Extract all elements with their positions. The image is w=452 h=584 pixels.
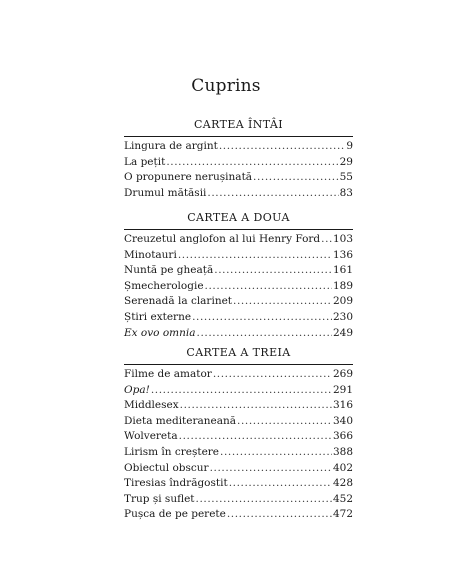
toc-entry-page: 452 [332, 492, 353, 505]
toc-entry-page: 209 [332, 295, 353, 308]
dot-leader [253, 170, 339, 186]
toc-entry-title: Creuzetul anglofon al lui Henry Ford [124, 233, 321, 245]
section-cartea-a-doua [124, 210, 353, 341]
dot-leader [197, 326, 332, 342]
toc-entry [124, 139, 353, 155]
dot-leader [233, 294, 332, 310]
dot-leader [214, 263, 332, 279]
section-rule [124, 229, 353, 230]
toc-entry-title: Lirism în creștere [124, 445, 220, 458]
toc-entry-page: 9 [346, 140, 353, 152]
toc-entry-title: Nuntă pe gheață [124, 264, 214, 277]
toc-entry-page: 388 [332, 445, 353, 458]
toc-entry-title: Ex ovo omnia [124, 326, 196, 339]
toc-entry [124, 507, 353, 523]
toc-entry-page: 103 [332, 233, 353, 245]
toc-entry [124, 398, 353, 414]
dot-leader [321, 232, 332, 248]
section-rule [124, 364, 353, 365]
toc-entry-title: Obiectul obscur [124, 461, 209, 474]
dot-leader [227, 507, 332, 523]
toc-list [124, 232, 353, 341]
toc-entry [124, 445, 353, 461]
toc-entry-title: La pețit [124, 155, 166, 168]
toc-entry-page: 136 [332, 248, 353, 261]
toc-entry [124, 326, 353, 342]
toc-entry [124, 232, 353, 248]
section-cartea-a-treia [124, 345, 353, 523]
toc-entry [124, 429, 353, 445]
toc-entry-title: Tiresias îndrăgostit [124, 477, 228, 490]
toc-entry [124, 492, 353, 508]
toc-entry [124, 367, 353, 383]
toc-entry-title: Opa! [124, 383, 150, 396]
toc-entry-page: 249 [332, 326, 353, 339]
toc-entry-title: Serenadă la clarinet [124, 295, 233, 308]
toc-entry-title: Filme de amator [124, 368, 212, 380]
dot-leader [192, 310, 332, 326]
toc-entry-page: 29 [339, 155, 353, 168]
toc-entry-page: 340 [332, 414, 353, 427]
dot-leader [219, 139, 346, 155]
dot-leader [220, 445, 332, 461]
toc-entry [124, 279, 353, 295]
section-heading: CARTEA ÎNTÂI [193, 118, 284, 131]
dot-leader [210, 461, 332, 477]
dot-leader [166, 155, 338, 171]
toc-entry-page: 189 [332, 279, 353, 292]
toc-entry [124, 294, 353, 310]
toc-entry [124, 383, 353, 399]
toc-entry-page: 55 [339, 171, 353, 184]
toc-list [124, 367, 353, 523]
toc-entry-title: Trup și suflet [124, 492, 195, 505]
dot-leader [151, 383, 332, 399]
section-rule [124, 136, 353, 137]
section-heading: CARTEA A TREIA [186, 346, 291, 359]
dot-leader [207, 186, 338, 202]
dot-leader [213, 367, 332, 383]
toc-entry-title: Wolvereta [124, 430, 178, 443]
toc-entry-title: Middlesex [124, 399, 179, 412]
toc-entry [124, 248, 353, 264]
toc-entry-title: Minotauri [124, 248, 177, 261]
toc-entry-title: Șmecherologie [124, 279, 204, 292]
toc-entry-title: Dieta mediteraneană [124, 414, 237, 427]
toc-entry-page: 472 [332, 508, 353, 521]
toc-entry [124, 476, 353, 492]
toc-entry-title: O propunere nerușinată [124, 171, 253, 184]
dot-leader [179, 429, 332, 445]
toc-entry-page: 291 [332, 383, 353, 396]
toc-entry [124, 186, 353, 202]
section-heading: CARTEA A DOUA [187, 211, 290, 224]
toc-entry [124, 414, 353, 430]
toc-list [124, 139, 353, 201]
dot-leader [180, 398, 332, 414]
toc-entry-page: 402 [332, 461, 353, 474]
toc-entry [124, 263, 353, 279]
section-cartea-intai [124, 117, 353, 201]
toc-entry-title: Drumul mătăsii [124, 186, 207, 199]
toc-entry [124, 310, 353, 326]
page-title: Cuprins [191, 76, 261, 96]
toc-entry [124, 155, 353, 171]
toc-entry [124, 170, 353, 186]
dot-leader [196, 492, 332, 508]
toc-entry-page: 269 [332, 368, 353, 380]
toc-entry-page: 428 [332, 477, 353, 490]
toc-entry-title: Pușca de pe perete [124, 508, 226, 521]
toc-entry-title: Lingura de argint [124, 140, 218, 152]
toc-entry-page: 366 [332, 430, 353, 443]
toc-entry-page: 230 [332, 310, 353, 323]
dot-leader [237, 414, 332, 430]
toc-entry-title: Știri externe [124, 310, 192, 323]
toc-entry-page: 83 [339, 186, 353, 199]
toc-entry-page: 316 [332, 399, 353, 412]
dot-leader [178, 248, 332, 264]
dot-leader [205, 279, 332, 295]
toc-entry [124, 461, 353, 477]
dot-leader [229, 476, 332, 492]
toc-entry-page: 161 [332, 264, 353, 277]
